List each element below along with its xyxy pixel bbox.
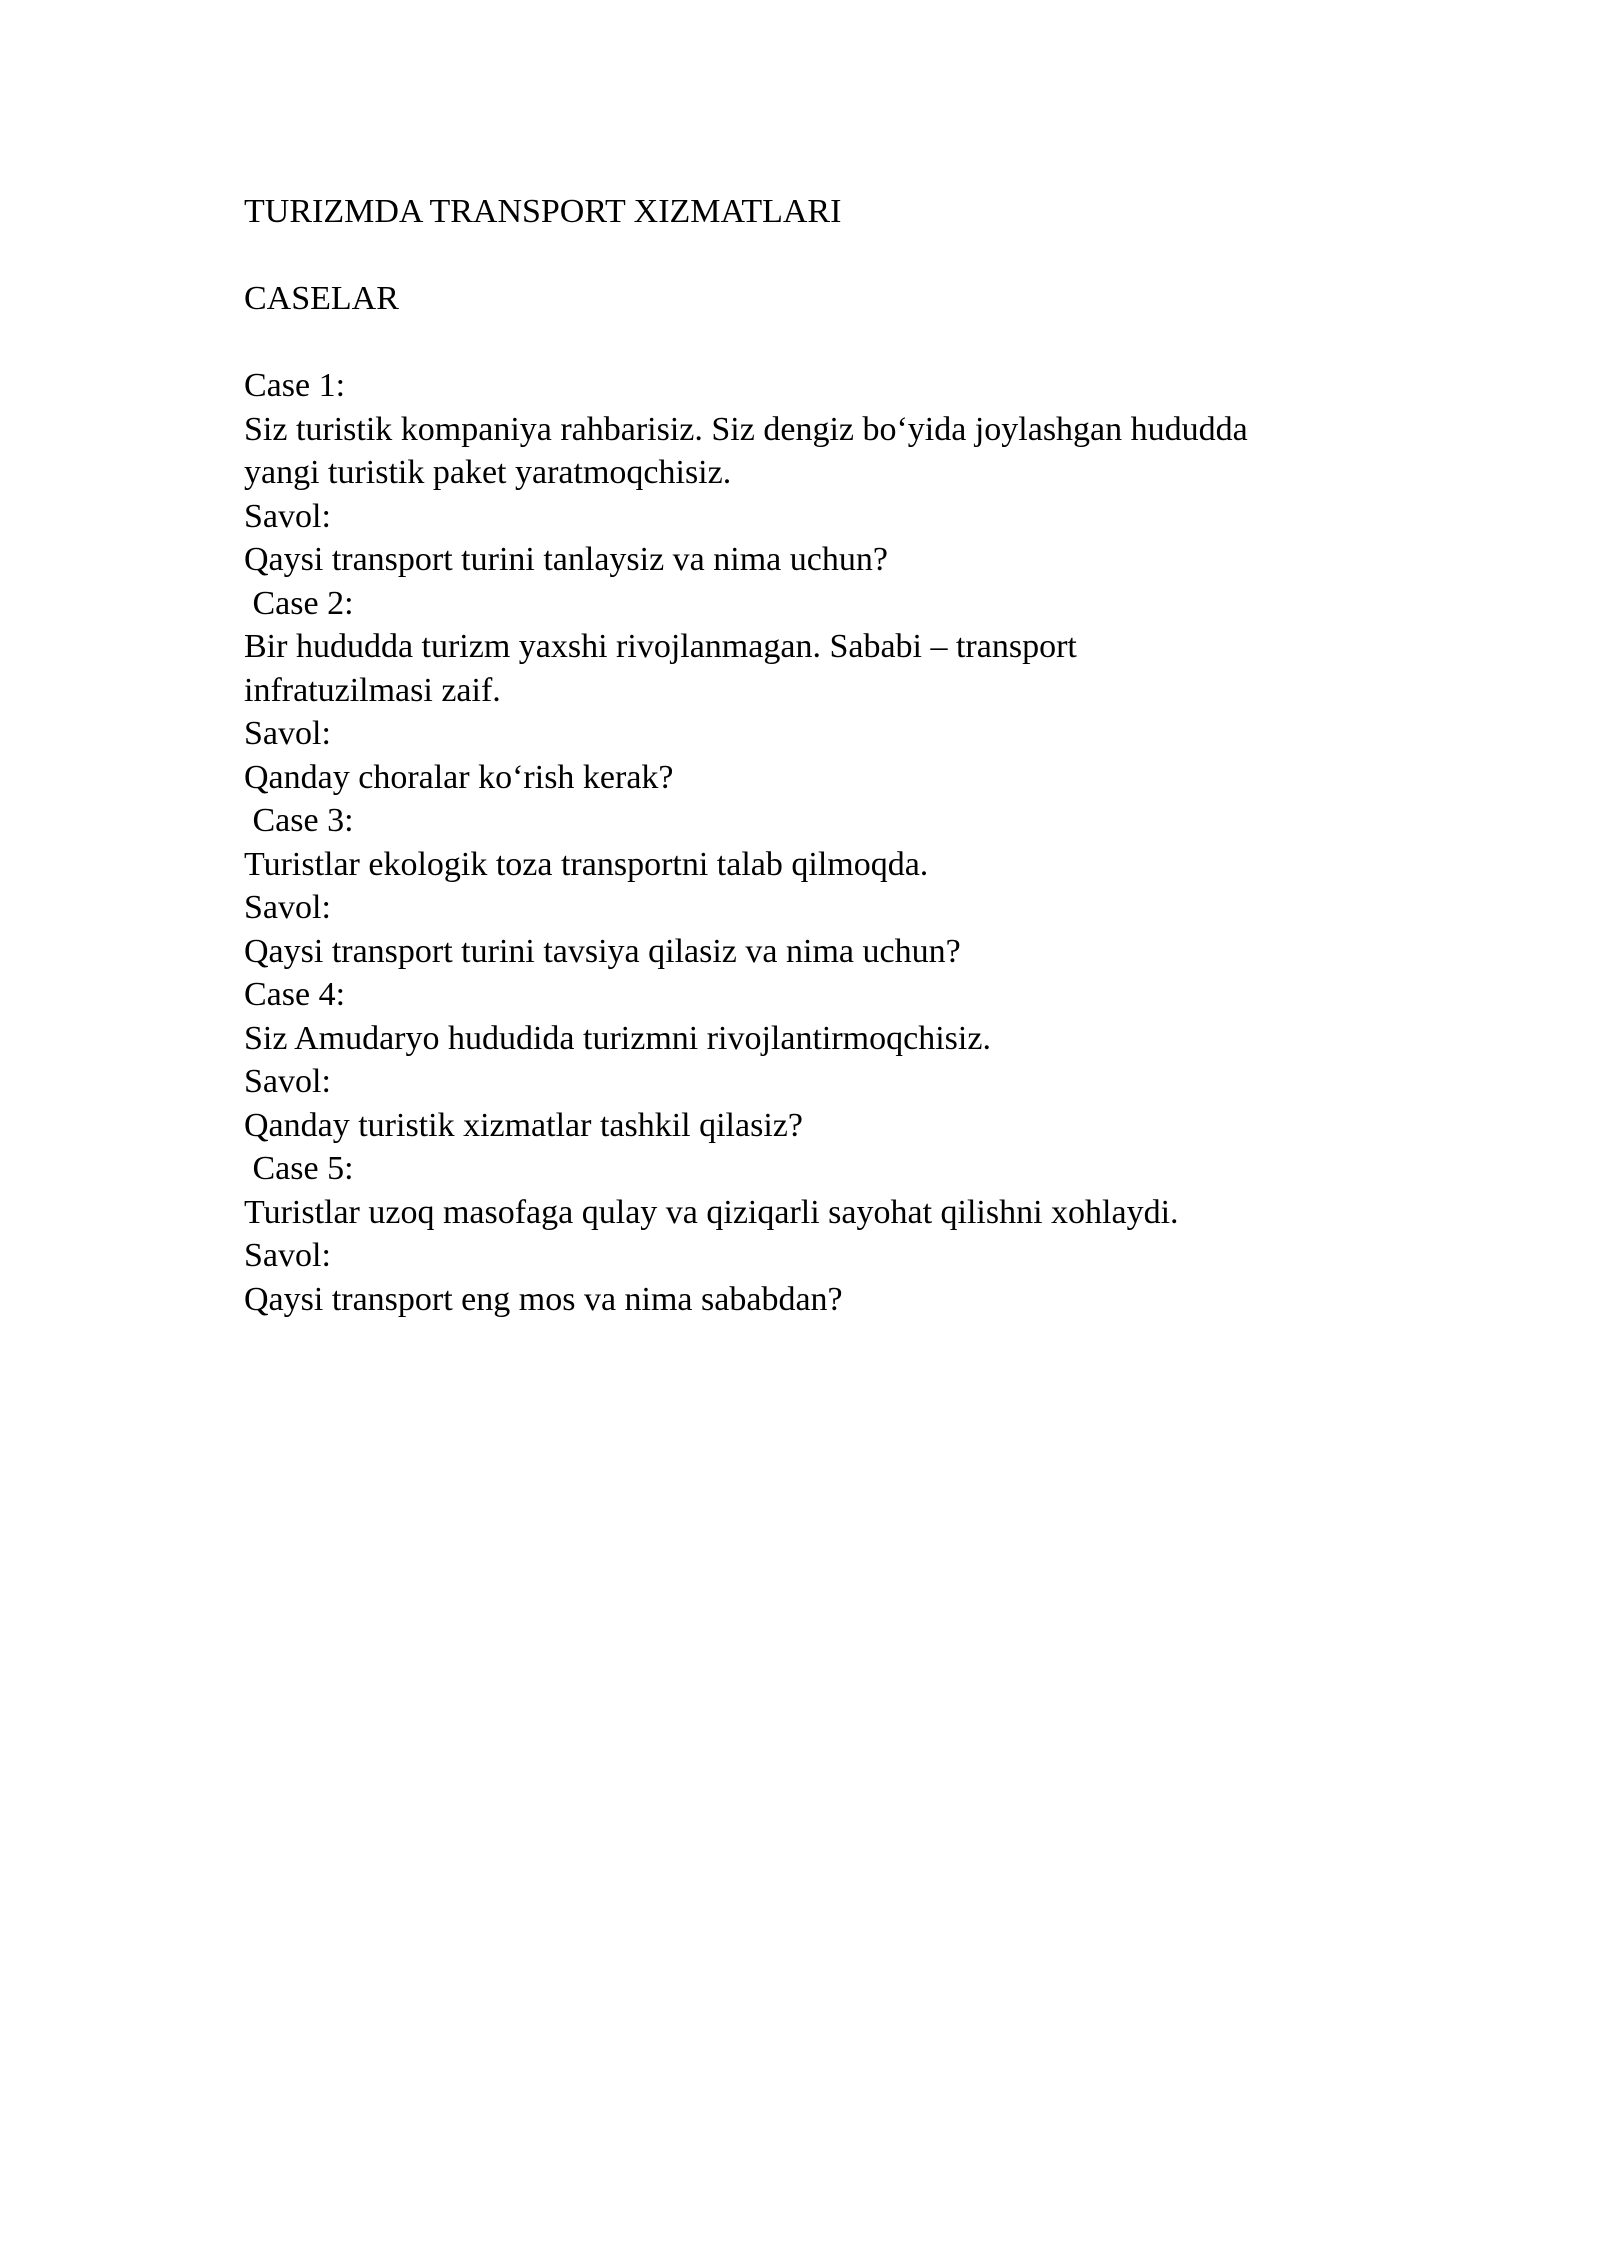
case-text: Siz Amudaryo hududida turizmni rivojlantirmoqchisiz. <box>244 1019 991 1057</box>
question-text: Qaysi transport turini tanlaysiz va nima uchun? <box>244 541 888 578</box>
case-text: infratuzilmasi zaif. <box>244 671 501 709</box>
question-text: Qaysi transport turini tavsiya qilasiz va nima uchun? <box>244 932 961 970</box>
case-heading: Case 5: <box>244 1150 354 1187</box>
case-block-2 <box>244 582 1394 800</box>
question-label: Savol: <box>244 497 331 535</box>
spacer <box>244 321 1394 365</box>
case-text: Bir hududda turizm yaxshi rivojlanmagan. Sababi – transport <box>244 628 1077 665</box>
case-heading: Case 1: <box>244 367 346 404</box>
document-title: TURIZMDA TRANSPORT XIZMATLARI <box>244 193 842 230</box>
question-label: Savol: <box>244 1237 331 1274</box>
case-text: Siz turistik kompaniya rahbarisiz. Siz dengiz bo‘yida joylashgan hududda <box>244 410 1248 448</box>
case-heading: Case 3: <box>244 802 354 839</box>
case-block-4 <box>244 973 1394 1147</box>
document-subtitle: CASELAR <box>244 280 399 317</box>
case-heading: Case 4: <box>244 976 346 1013</box>
case-block-5 <box>244 1147 1394 1321</box>
question-label: Savol: <box>244 1063 331 1100</box>
case-text: yangi turistik paket yaratmoqchisiz. <box>244 454 732 491</box>
case-block-1 <box>244 364 1394 582</box>
question-text: Qanday choralar ko‘rish kerak? <box>244 758 674 796</box>
document-body <box>244 190 1394 1321</box>
question-text: Qanday turistik xizmatlar tashkil qilasiz? <box>244 1106 803 1144</box>
case-heading: Case 2: <box>244 584 354 622</box>
case-text: Turistlar uzoq masofaga qulay va qiziqarli sayohat qilishni xohlaydi. <box>244 1193 1179 1231</box>
question-label: Savol: <box>244 889 331 926</box>
question-label: Savol: <box>244 715 331 752</box>
case-block-3 <box>244 799 1394 973</box>
question-text: Qaysi transport eng mos va nima sababdan? <box>244 1280 843 1318</box>
case-text: Turistlar ekologik toza transportni talab qilmoqda. <box>244 845 929 883</box>
spacer <box>244 234 1394 278</box>
